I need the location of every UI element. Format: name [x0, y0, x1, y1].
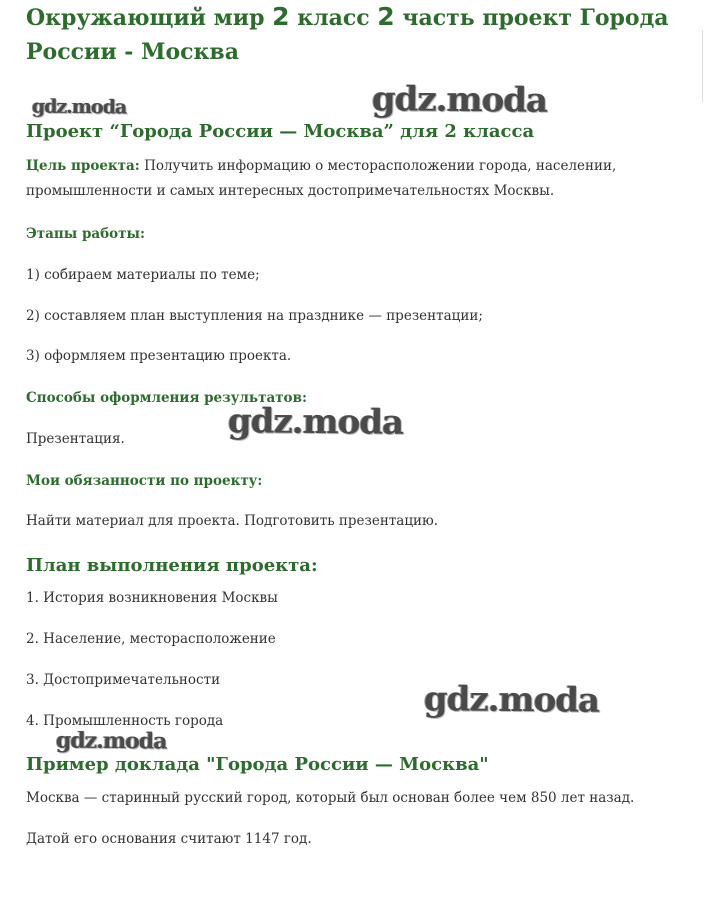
- project-goal-line2: промышленности и самых интересных достопримечательностях Москвы.: [26, 183, 555, 199]
- duties-label: Мои обязанности по проекту:: [26, 473, 263, 489]
- plan-item: 4. Промышленность города: [26, 713, 224, 729]
- watermark: gdz.moda: [227, 401, 404, 443]
- plan-item: 3. Достопримечательности: [26, 672, 221, 688]
- watermark: gdz.moda: [423, 679, 600, 721]
- results-label: Способы оформления результатов:: [26, 390, 307, 406]
- report-heading: Пример доклада "Города России — Москва": [26, 754, 489, 775]
- stage-item: 1) собираем материалы по теме;: [26, 267, 260, 283]
- report-line: Датой его основания считают 1147 год.: [26, 831, 312, 847]
- stages-label: Этапы работы:: [26, 226, 146, 242]
- watermark: gdz.moda: [55, 727, 167, 755]
- project-goal-line1: [26, 155, 616, 178]
- results-value: Презентация.: [26, 431, 125, 447]
- goal-text: Получить информацию о месторасположении города, населении,: [139, 158, 617, 174]
- stage-item: 2) составляем план выступления на празднике — презентации;: [26, 308, 483, 324]
- goal-label: Цель проекта:: [26, 158, 140, 174]
- page-title: Окружающий мир 2 класс 2 часть проект Города России - Москва: [26, 2, 669, 65]
- page-edge-decoration: [702, 30, 717, 102]
- stage-item: 3) оформляем презентацию проекта.: [26, 348, 292, 364]
- plan-item: 1. История возникновения Москвы: [26, 590, 278, 606]
- project-heading: Проект “Города России — Москва” для 2 класса: [26, 121, 535, 142]
- watermark: gdz.moda: [31, 95, 127, 119]
- watermark: gdz.moda: [371, 79, 548, 121]
- report-line: Москва — старинный русский город, который был основан более чем 850 лет назад.: [26, 790, 635, 806]
- plan-heading: План выполнения проекта:: [26, 555, 318, 576]
- plan-item: 2. Население, месторасположение: [26, 631, 276, 647]
- duties-value: Найти материал для проекта. Подготовить презентацию.: [26, 513, 439, 529]
